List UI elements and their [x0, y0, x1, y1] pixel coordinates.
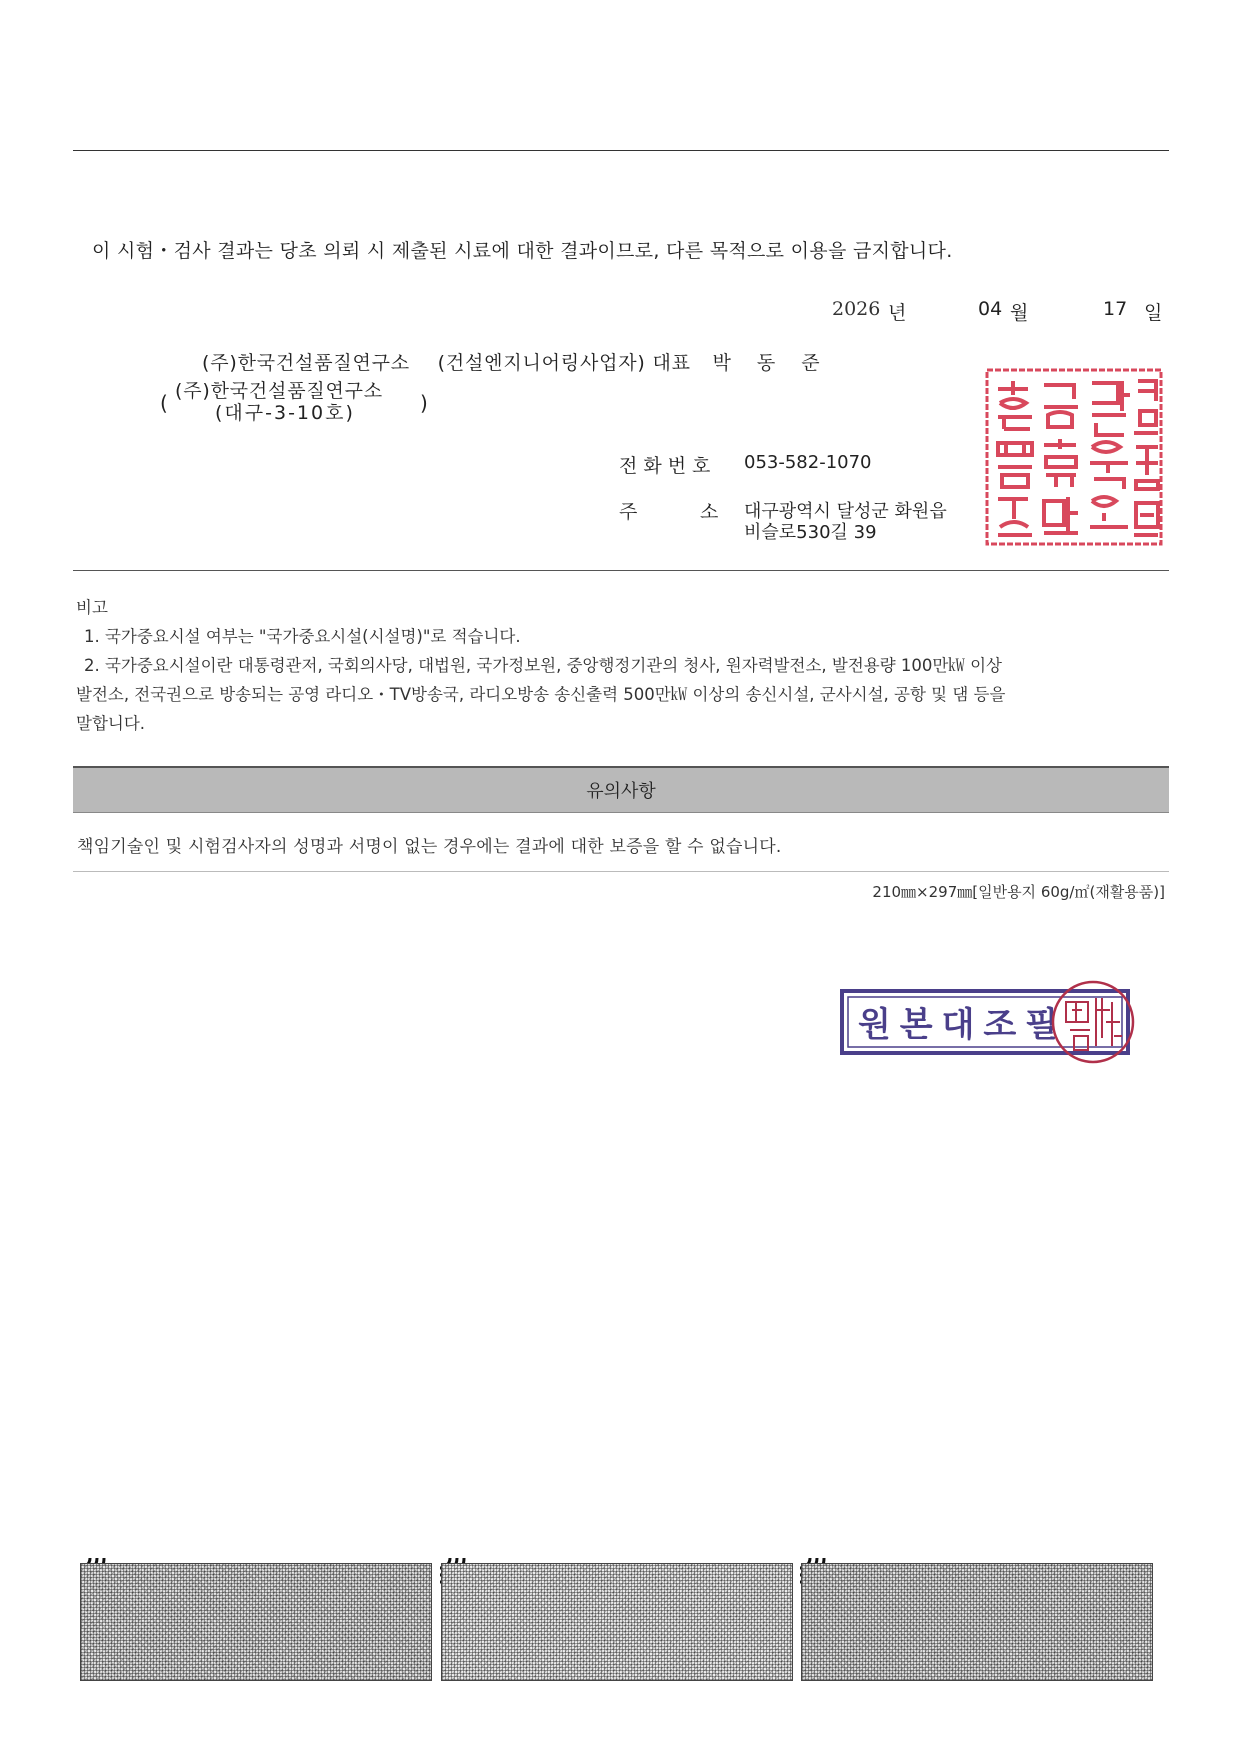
security-code-box-3 — [801, 1563, 1153, 1681]
paper-spec: 210㎜×297㎜[일반용지 60g/㎡(재활용품)] — [872, 883, 1165, 901]
issuer-rep-name: 박 동 준 — [712, 352, 830, 374]
address-line-2: 비슬로530길 39 — [744, 522, 877, 543]
issuer-business-type: (건설엔지니어링사업자) — [437, 352, 646, 374]
middle-rule — [73, 570, 1169, 571]
reg-close-paren: ) — [420, 391, 428, 415]
registration-block — [160, 380, 430, 428]
date-month-unit: 월 — [1010, 302, 1029, 324]
top-rule — [73, 150, 1169, 151]
reg-company: (주)한국건설품질연구소 — [175, 380, 383, 402]
note-item-1: 1. 국가중요시설 여부는 "국가중요시설(시설명)"로 적습니다. — [84, 627, 521, 646]
issuer-line — [202, 348, 830, 375]
date-day: 17 — [1103, 298, 1128, 320]
notes-heading: 비고 — [76, 598, 108, 617]
date-year: 2026 — [832, 298, 881, 320]
date-month: 04 — [978, 298, 1003, 320]
note-item-2-line-1: 2. 국가중요시설이란 대통령관저, 국회의사당, 대법원, 국가정보원, 중앙행정기관의 청사, 원자력발전소, 발전용량 100만㎾ 이상 — [84, 656, 1002, 675]
address-line-1: 대구광역시 달성군 화원읍 — [744, 501, 947, 522]
note-item-2-line-3: 말합니다. — [76, 714, 146, 733]
security-code-box-2 — [441, 1563, 793, 1681]
usage-restriction-statement: 이 시험・검사 결과는 당초 의뢰 시 제출된 시료에 대한 결과이므로, 다른 목적으로 이용을 금지합니다. — [92, 240, 953, 262]
notice-bottom-rule — [73, 871, 1169, 872]
original-verified-stamp — [840, 980, 1146, 1070]
date-year-unit: 년 — [888, 302, 907, 324]
address-label-1: 주 — [619, 501, 644, 523]
reg-open-paren: ( — [160, 391, 168, 415]
security-code-box-1 — [80, 1563, 432, 1681]
issuer-rep-title: 대표 — [652, 352, 691, 374]
notice-text: 책임기술인 및 시험검사자의 성명과 서명이 없는 경우에는 결과에 대한 보증을 할 수 없습니다. — [77, 837, 782, 857]
note-item-2-line-2: 발전소, 전국권으로 방송되는 공영 라디오・TV방송국, 라디오방송 송신출력 500만㎾ 이상의 송신시설, 군사시설, 공항 및 댐 등을 — [76, 685, 1006, 704]
address-label-2: 소 — [700, 501, 725, 523]
issue-date — [832, 298, 1172, 322]
date-day-unit: 일 — [1144, 302, 1163, 324]
stamp-text: 원본대조필 — [858, 1005, 1058, 1045]
notice-title: 유의사항 — [586, 781, 656, 802]
issuer-company: (주)한국건설품질연구소 — [202, 352, 410, 374]
phone-value: 053-582-1070 — [744, 452, 872, 473]
phone-label: 전화번호 — [619, 455, 717, 477]
notice-header — [73, 766, 1169, 813]
company-seal — [984, 367, 1164, 547]
reg-number: (대구-3-10호) — [215, 402, 355, 424]
